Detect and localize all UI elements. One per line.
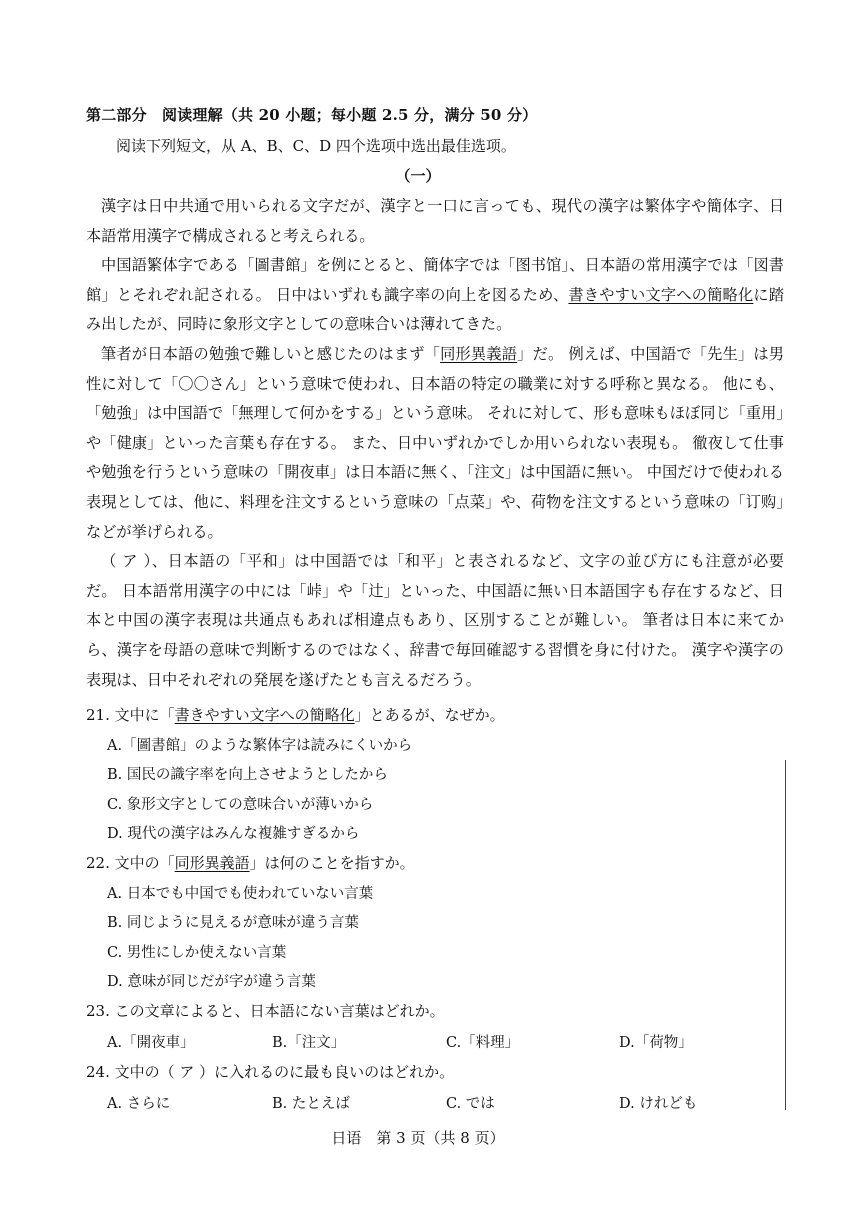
paragraph-3-text-a: 筆者が日本語の勉強で難しいと感じたのはまず「: [101, 344, 441, 363]
question-24-option-d[interactable]: D. けれども: [619, 1096, 698, 1112]
passage-paragraph-4: （ ア ）、日本語の「平和」は中国語では「和平」と表されるなど、文字の並び方にも注意が必要だ。 日本語常用漢字の中には「峠」や「辻」といった、中国語に無い日本語国字も存在するなど、日本と中国の漢字表現は共通点もあれば相違点もあり、区別することが難しい。 筆者は日本に来てから、漢字を母語の意味で判断するのではなく、辞書で毎回確認する習慣を身に付けた。 漢字や漢字の表現は、日中それぞれの発展を遂げたとも言えるだろう。: [86, 552, 784, 689]
section-title: 第二部分 阅读理解（共 20 小题；每小题 2.5 分，满分 50 分）: [86, 106, 538, 124]
passage-paragraph-2: [86, 251, 784, 340]
question-23-option-c[interactable]: C.「料理」: [446, 1035, 520, 1051]
page-footer: 日语 第 3 页（共 8 页）: [331, 1129, 505, 1147]
question-21-option-b[interactable]: B. 国民の識字率を向上させようとしたから: [107, 767, 388, 783]
question-24-option-b[interactable]: B. たとえば: [272, 1096, 350, 1112]
right-margin-line: [785, 760, 786, 1110]
question-22-stem: 22. 文中の「同形異義語」は何のことを指すか。: [86, 854, 415, 872]
question-23-stem: 23. この文章によると、日本語にない言葉はどれか。: [86, 1002, 445, 1020]
question-22-option-a[interactable]: A. 日本でも中国でも使われていない言葉: [107, 886, 374, 902]
instruction-text: 阅读下列短文，从 A、B、C、D 四个选项中选出最佳选项。: [116, 137, 516, 155]
paragraph-3-text-b: 」だ。 例えば、中国語で「先生」は男性に対して「〇〇さん」という意味で使われ、日本語の特定の職業に対する呼称と異なる。 他にも、「勉強」は中国語で「無理して何かをする」という意味。 それに対して、形も意味もほぼ同じ「重用」や「健康」といった言葉も存在する。 また、日中いずれかでしか用いられない表現も。 徹夜して仕事や勉強を行うという意味の「開夜車」は日本語に無く、「注文」は中国語に無い。 中国だけで使われる表現としては、他に、料理を注文するという意味の「点菜」や、荷物を注文するという意味の「订购」などが挙げられる。: [86, 344, 785, 541]
question-21-option-c[interactable]: C. 象形文字としての意味合いが薄いから: [107, 797, 374, 813]
question-21-option-d[interactable]: D. 現代の漢字はみんな複雑すぎるから: [107, 826, 360, 842]
question-22-option-b[interactable]: B. 同じように見えるが意味が違う言葉: [107, 915, 359, 931]
passage-paragraph-1: 漢字は日中共通で用いられる文字だが、漢字と一口に言っても、現代の漢字は繁体字や簡体字、日本語常用漢字で構成されると考えられる。: [86, 197, 784, 245]
reading-passage: [86, 192, 784, 695]
question-23-option-b[interactable]: B.「注文」: [272, 1035, 346, 1051]
underlined-phrase-homograph: 同形異義語: [440, 344, 518, 363]
passage-paragraph-3: [86, 340, 784, 547]
question-24-option-a[interactable]: A. さらに: [107, 1096, 171, 1112]
passage-number: （一）: [395, 167, 441, 185]
question-22-option-c[interactable]: C. 男性にしか使えない言葉: [107, 945, 287, 961]
paragraph-2-text-b: に踏み出したが、同時に象形文字としての意味合いは薄れてきた。: [86, 285, 785, 334]
question-21-option-a[interactable]: A.「圖書館」のような繁体字は読みにくいから: [107, 738, 413, 754]
question-22-option-d[interactable]: D. 意味が同じだが字が違う言葉: [107, 974, 316, 990]
underlined-phrase-simplification: 書きやすい文字への簡略化: [568, 285, 754, 304]
question-21-stem: 21. 文中に「書きやすい文字への簡略化」とあるが、なぜか。: [86, 706, 505, 724]
question-24-option-c[interactable]: C. では: [446, 1096, 495, 1112]
question-24-stem: 24. 文中の（ ア ）に入れるのに最も良いのはどれか。: [86, 1063, 455, 1081]
question-23-option-a[interactable]: A.「開夜車」: [107, 1035, 195, 1051]
paragraph-2-text-a: 中国語繁体字である「圖書館」を例にとると、簡体字では「图书馆」、日本語の常用漢字では「図書館」とそれぞれ記される。 日中はいずれも識字率の向上を図るため、: [86, 256, 784, 304]
question-23-option-d[interactable]: D.「荷物」: [619, 1035, 693, 1051]
